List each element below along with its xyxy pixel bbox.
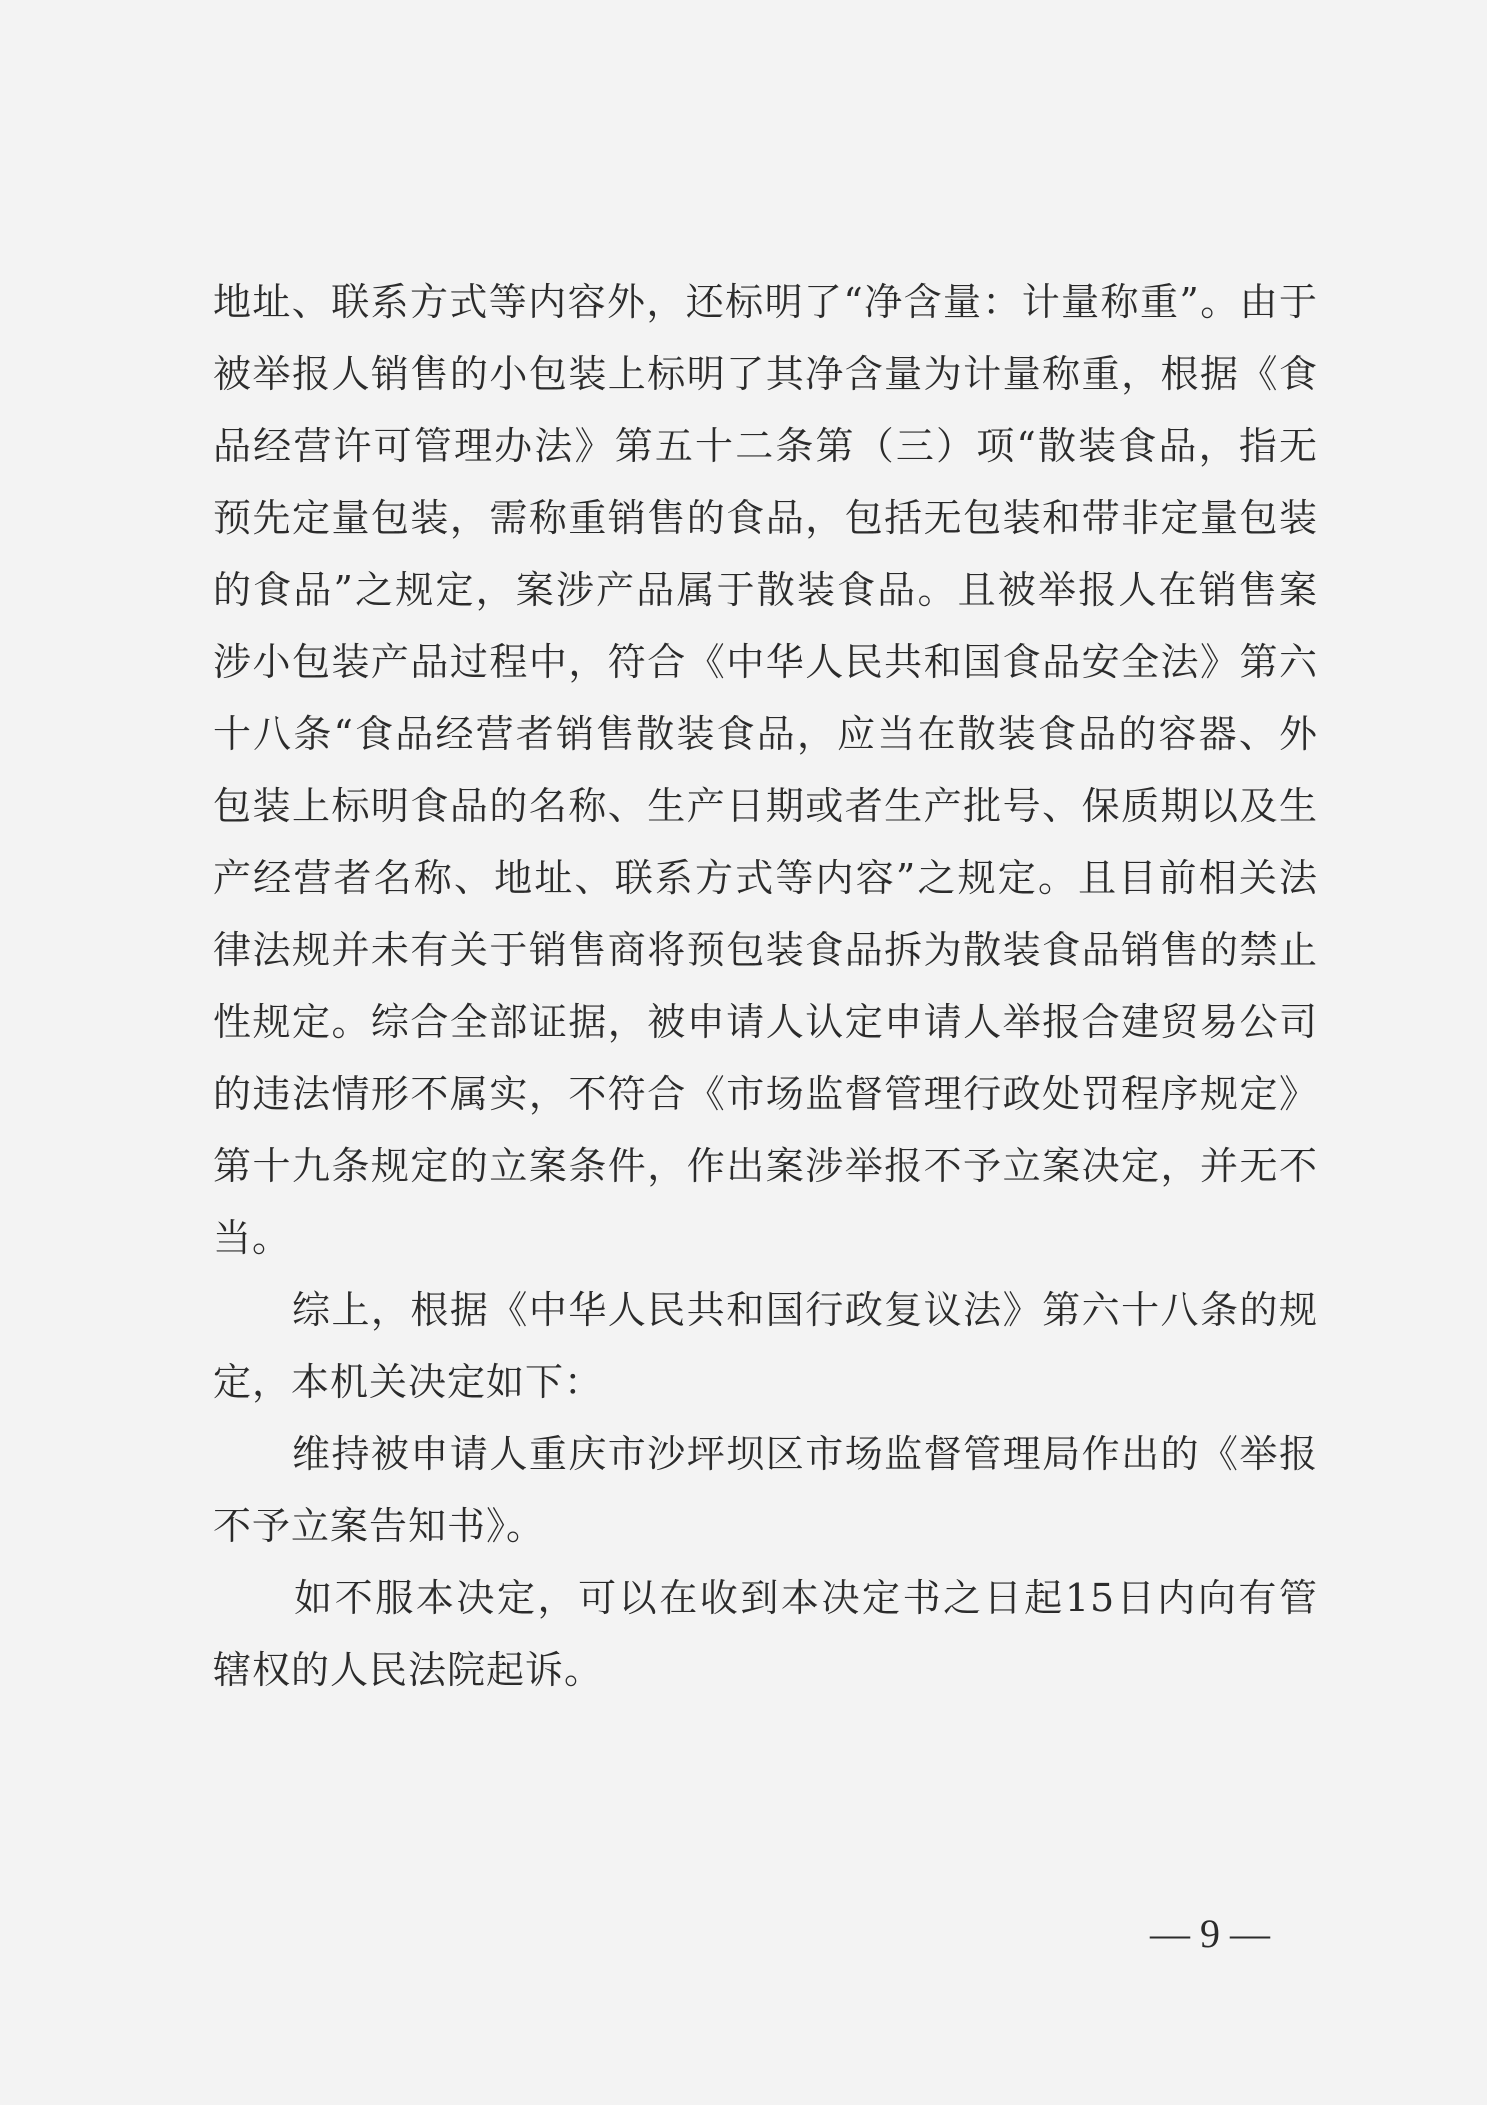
text-line: 产经营者名称、地址、联系方式等内容”之规定。且目前相关法 <box>213 856 1318 900</box>
text-line: 品经营许可管理办法》第五十二条第（三）项“散装食品，指无 <box>213 424 1318 468</box>
text-line: 律法规并未有关于销售商将预包装食品拆为散装食品销售的禁止 <box>213 928 1318 972</box>
paragraph-decision <box>213 1418 1318 1562</box>
text-line: 包装上标明食品的名称、生产日期或者生产批号、保质期以及生 <box>213 784 1318 828</box>
text-line: 辖权的人民法院起诉。 <box>213 1648 604 1692</box>
text-line: 被举报人销售的小包装上标明了其净含量为计量称重，根据《食 <box>213 352 1318 396</box>
text-line: 不予立案告知书》。 <box>213 1504 546 1548</box>
paragraph-appeal-notice <box>213 1562 1318 1706</box>
text-line: 预先定量包装，需称重销售的食品，包括无包装和带非定量包装 <box>213 496 1318 540</box>
text-line: 维持被申请人重庆市沙坪坝区市场监督管理局作出的《举报 <box>213 1432 1318 1476</box>
text-line: 如不服本决定，可以在收到本决定书之日起15日内向有管 <box>213 1576 1318 1620</box>
paragraph-conclusion <box>213 1274 1318 1418</box>
text-line: 的违法情形不属实，不符合《市场监督管理行政处罚程序规定》 <box>213 1072 1318 1116</box>
text-line: 的食品”之规定，案涉产品属于散装食品。且被举报人在销售案 <box>213 568 1318 612</box>
text-line: 当。 <box>213 1216 292 1260</box>
document-body <box>213 266 1318 1706</box>
text-line: 定，本机关决定如下： <box>213 1360 604 1404</box>
page-number: — 9 — <box>1150 1911 1270 1956</box>
text-line: 涉小包装产品过程中，符合《中华人民共和国食品安全法》第六 <box>213 640 1318 684</box>
text-line: 第十九条规定的立案条件，作出案涉举报不予立案决定，并无不 <box>213 1144 1318 1188</box>
text-line: 地址、联系方式等内容外，还标明了“净含量：计量称重”。由于 <box>213 280 1318 324</box>
text-line: 十八条“食品经营者销售散装食品，应当在散装食品的容器、外 <box>213 712 1318 756</box>
text-line: 性规定。综合全部证据，被申请人认定申请人举报合建贸易公司 <box>213 1000 1318 1044</box>
text-line: 综上，根据《中华人民共和国行政复议法》第六十八条的规 <box>213 1288 1318 1332</box>
paragraph-reasoning <box>213 266 1318 1274</box>
